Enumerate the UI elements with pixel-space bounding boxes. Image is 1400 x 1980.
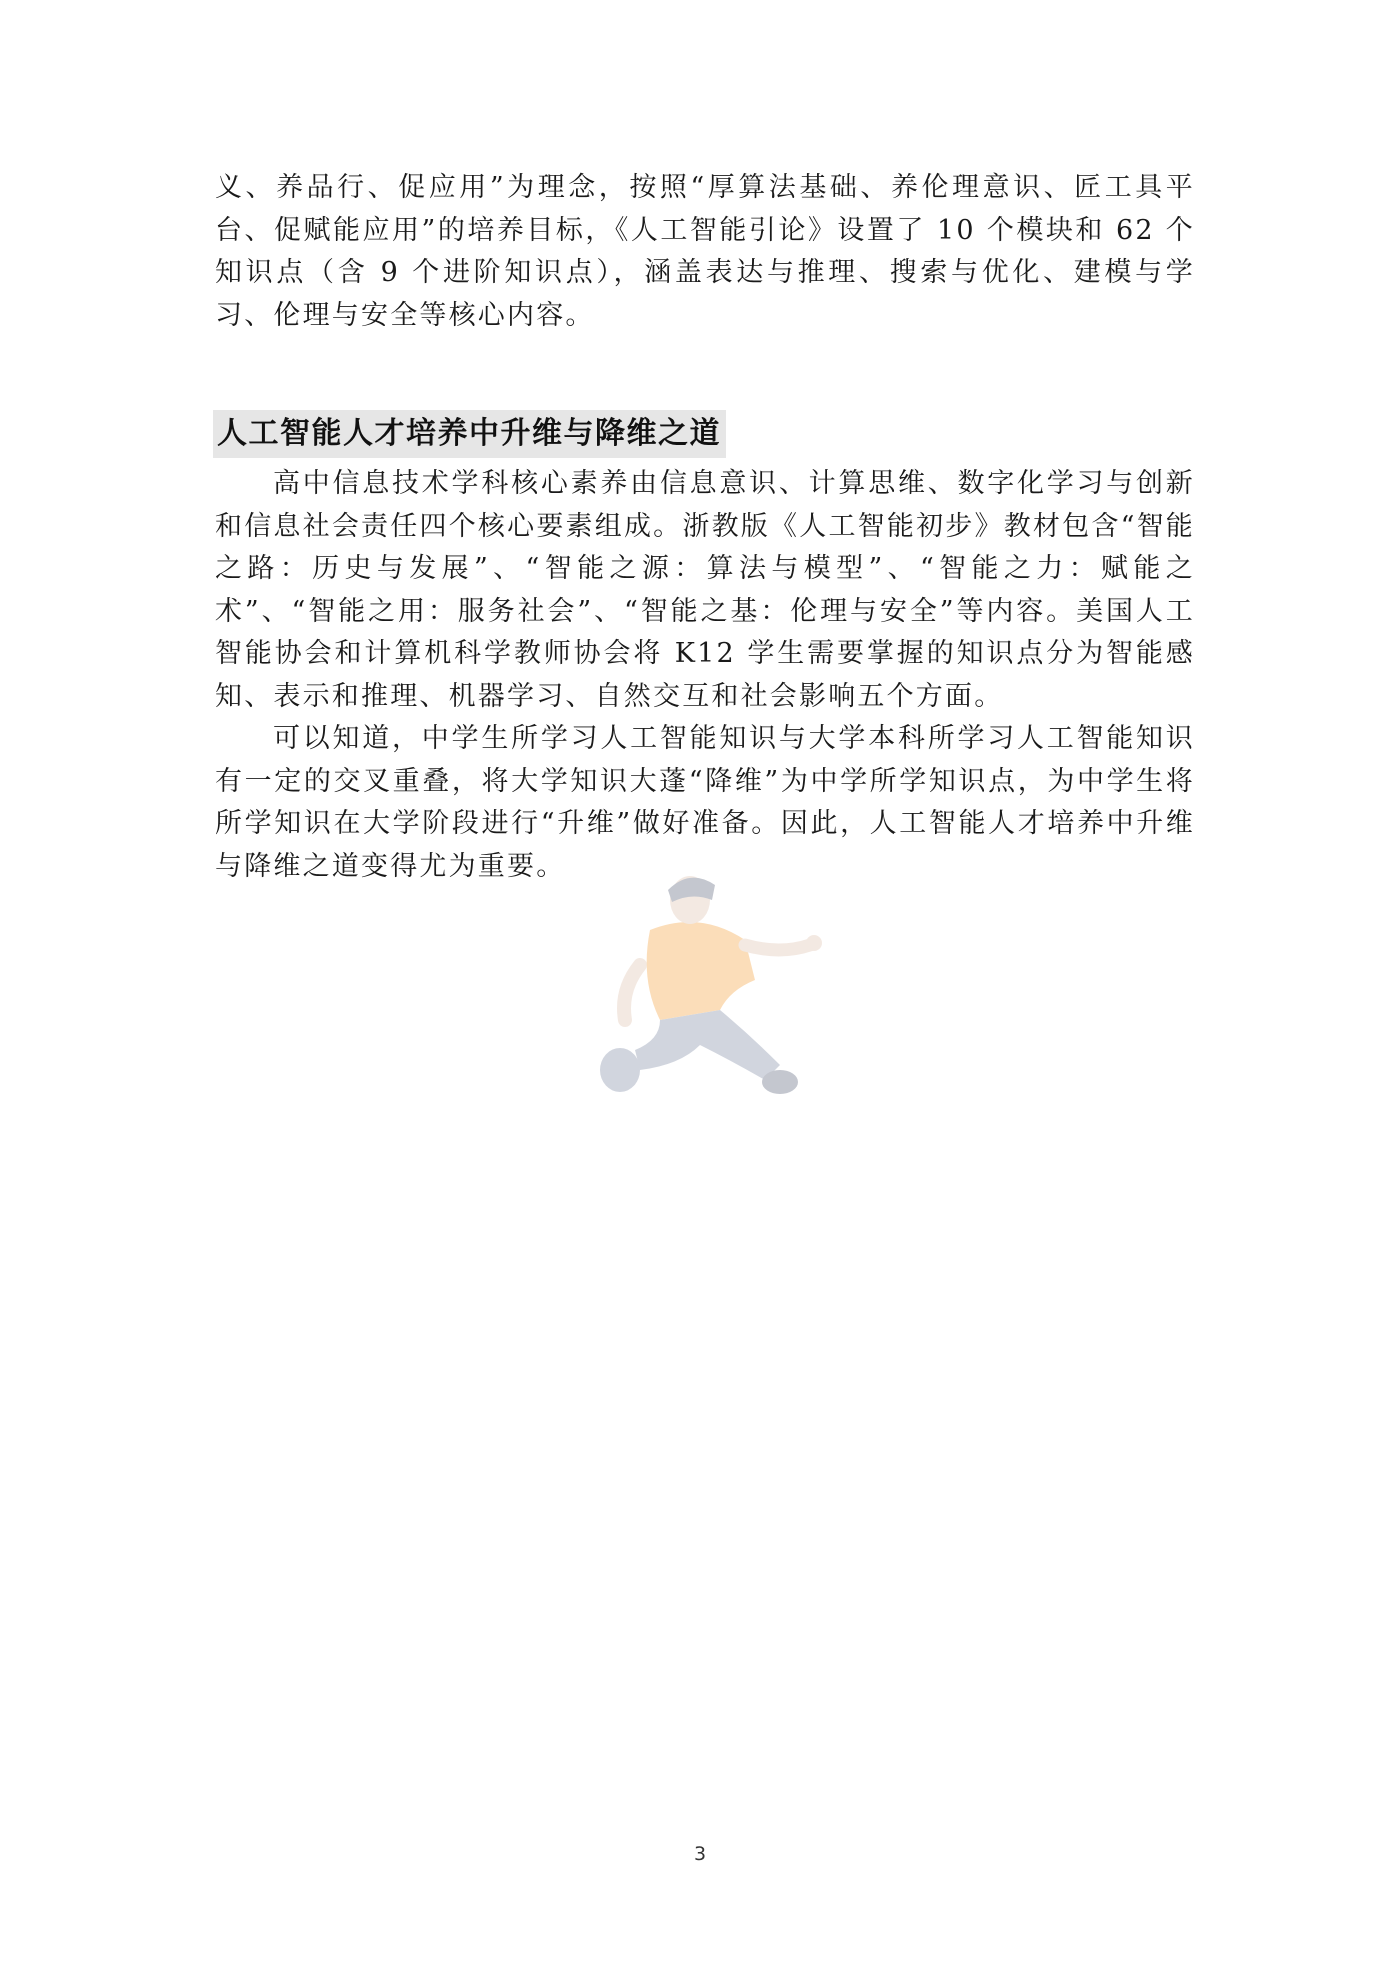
section-heading: 人工智能人才培养中升维与降维之道 xyxy=(213,410,726,458)
pants xyxy=(635,1010,780,1080)
section-paragraph-1: 高中信息技术学科核心素养由信息意识、计算思维、数字化学习与创新和信息社会责任四个核心要素组成。浙教版《人工智能初步》教材包含“智能之路：历史与发展”、“智能之源：算法与模型”、“智能之力：赋能之术”、“智能之用：服务社会”、“智能之基：伦理与安全”等内容。美国人工智能协会和计算机科学教师协会将 K12 学生需要掌握的知识点分为智能感知、表示和推理、机器学习、自然交互和社会影响五个方面。 xyxy=(215,468,1195,712)
hand xyxy=(806,935,822,951)
page-number: 3 xyxy=(693,1843,707,1865)
back-shoe xyxy=(600,1048,640,1092)
front-shoe xyxy=(762,1070,798,1094)
section-paragraph-2: 可以知道，中学生所学习人工智能知识与大学本科所学习人工智能知识有一定的交叉重叠，将大学知识大蓬“降维”为中学所学知识点，为中学生将所学知识在大学阶段进行“升维”做好准备。因此，人工智能人才培养中升维与降维之道变得尤为重要。 xyxy=(215,723,1195,882)
intro-paragraph: 义、养品行、促应用”为理念，按照“厚算法基础、养伦理意识、匠工具平台、促赋能应用”的培养目标，《人工智能引论》设置了 10 个模块和 62 个知识点（含 9 个进阶知识点），涵盖表达与推理、搜索与优化、建模与学习、伦理与安全等核心内容。 xyxy=(215,172,1195,331)
front-arm xyxy=(745,945,810,950)
shirt xyxy=(647,922,755,1020)
running-person-illustration xyxy=(580,870,830,1110)
back-arm xyxy=(624,965,640,1020)
section-body xyxy=(215,463,1195,888)
intro-paragraph-block xyxy=(215,167,1195,337)
